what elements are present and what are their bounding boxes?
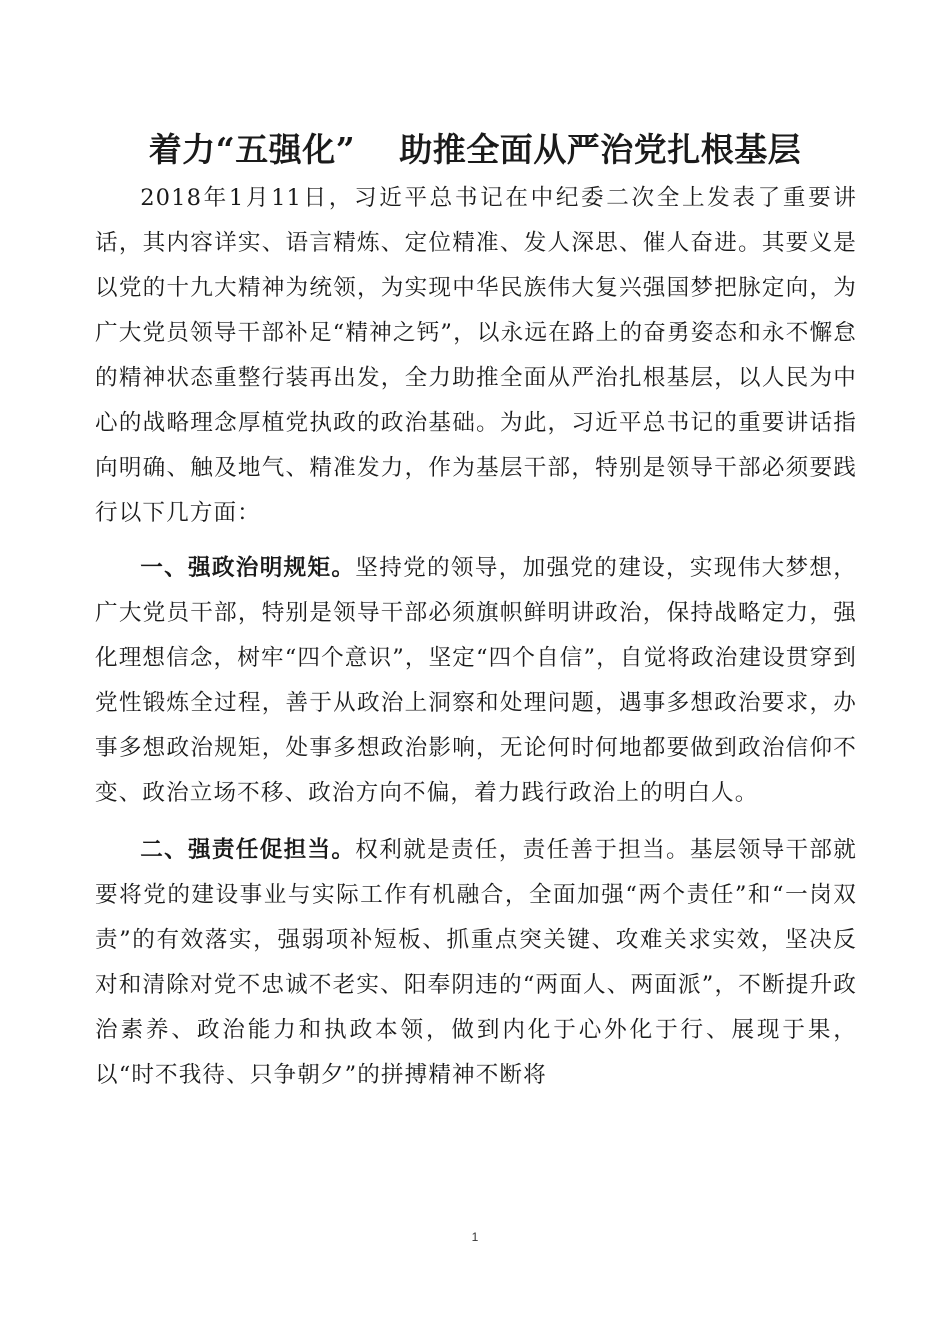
intro-paragraph: [95, 176, 857, 536]
paragraph-text: 坚持党的领导，加强党的建设，实现伟大梦想，广大党员干部，特别是领导干部必须旗帜鲜明讲政治，保持战略定力，强化理想信念，树牢“四个意识”，坚定“四个自信”，自觉将政治建设贯穿到党性锻炼全过程，善于从政治上洞察和处理问题，遇事多想政治要求，办事多想政治规矩，处事多想政治影响，无论何时何地都要做到政治信仰不变、政治立场不移、政治方向不偏，着力践行政治上的明白人。: [95, 555, 857, 806]
section-1-heading: 一、强政治明规矩。: [140, 555, 356, 581]
document-title: [95, 124, 855, 176]
section-2-paragraph: [95, 828, 857, 1098]
title-part-2: 助推全面从严治党扎根基层: [399, 130, 802, 169]
paragraph-text: 2018年1月11日，习近平总书记在中纪委二次全上发表了重要讲话，其内容详实、语言精炼、定位精准、发人深思、催人奋进。其要义是以党的十九大精神为统领，为实现中华民族伟大复兴强国梦把脉定向，为广大党员领导干部补足“精神之钙”，以永远在路上的奋勇姿态和永不懈怠的精神状态重整行装再出发，全力助推全面从严治扎根基层，以人民为中心的战略理念厚植党执政的政治基础。为此，习近平总书记的重要讲话指向明确、触及地气、精准发力，作为基层干部，特别是领导干部必须要践行以下几方面：: [95, 185, 857, 526]
page-number: 1: [471, 1230, 479, 1244]
paragraph-text: 权利就是责任，责任善于担当。基层领导干部就要将党的建设事业与实际工作有机融合，全面加强“两个责任”和“一岗双责”的有效落实，强弱项补短板、抓重点突关键、攻难关求实效，坚决反对和清除对党不忠诚不老实、阳奉阴违的“两面人、两面派”，不断提升政治素养、政治能力和执政本领，做到内化于心外化于行、展现于果，以“时不我待、只争朝夕”的拼搏精神不断将: [95, 837, 857, 1088]
section-1-paragraph: [95, 546, 857, 816]
title-part-1: 着力“五强化”: [148, 130, 356, 169]
section-2-heading: 二、强责任促担当。: [140, 837, 356, 863]
document-body: [95, 176, 857, 1098]
